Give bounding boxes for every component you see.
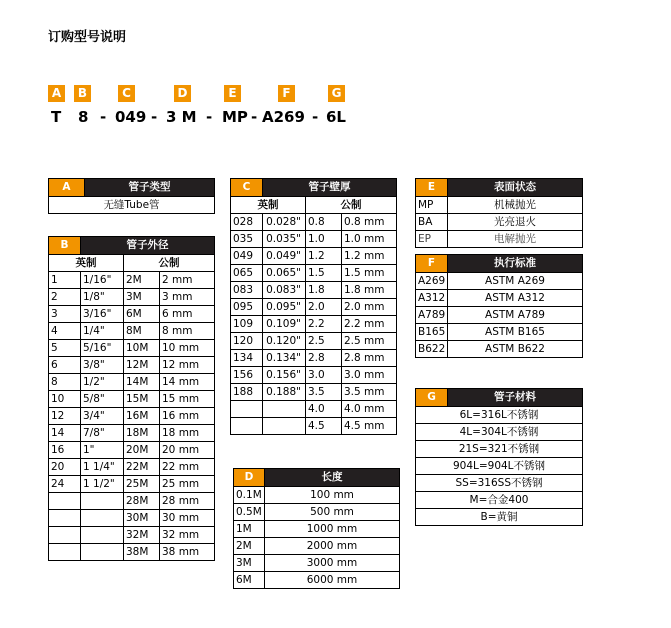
table-cell: 1.0 mm <box>342 231 397 248</box>
sub-header-metric: 公制 <box>306 197 397 214</box>
table-row <box>231 316 397 333</box>
table-cell: 22 mm <box>160 459 215 476</box>
table-header: 管子类型 <box>85 179 215 197</box>
badge-f: F <box>278 85 295 102</box>
table-cell: 6 <box>49 357 81 374</box>
table-cell <box>231 401 263 418</box>
table-row <box>49 374 215 391</box>
table-row <box>234 487 400 504</box>
table-cell: 16 mm <box>160 408 215 425</box>
table-cell: 4.0 mm <box>342 401 397 418</box>
table-row <box>231 214 397 231</box>
badge-e: E <box>224 85 241 102</box>
table-cell: 2.2 <box>306 316 342 333</box>
table-cell: B=黄铜 <box>416 509 583 526</box>
table-cell: 0.156" <box>263 367 306 384</box>
table-row <box>231 418 397 435</box>
table-cell <box>49 493 81 510</box>
table-cell: 4.5 <box>306 418 342 435</box>
table-row <box>416 197 583 214</box>
table-cell: 100 mm <box>265 487 400 504</box>
table-row <box>49 425 215 442</box>
table-tag: G <box>416 389 448 407</box>
code-seg: - <box>312 108 319 126</box>
table-cell: 22M <box>124 459 160 476</box>
table-row <box>416 290 583 307</box>
table-tag: B <box>49 237 81 255</box>
table-cell: 15M <box>124 391 160 408</box>
table-cell: 0.109" <box>263 316 306 333</box>
table-cell: SS=316SS不锈钢 <box>416 475 583 492</box>
table-cell: 18 mm <box>160 425 215 442</box>
table-row <box>231 282 397 299</box>
badge-c: C <box>118 85 135 102</box>
table-cell: ASTM A312 <box>448 290 583 307</box>
table-row <box>49 442 215 459</box>
table-row <box>234 538 400 555</box>
sub-header-metric: 公制 <box>124 255 215 272</box>
table-row <box>416 324 583 341</box>
table-row <box>49 289 215 306</box>
table-cell: 188 <box>231 384 263 401</box>
table-cell: 14 mm <box>160 374 215 391</box>
table-cell: 0.035" <box>263 231 306 248</box>
table-row <box>49 408 215 425</box>
table-wall-thickness <box>230 178 397 435</box>
table-row <box>416 341 583 358</box>
table-row <box>416 214 583 231</box>
table-cell: 25 mm <box>160 476 215 493</box>
table-cell: 3000 mm <box>265 555 400 572</box>
table-cell: 16M <box>124 408 160 425</box>
table-row <box>49 493 215 510</box>
table-standard <box>415 254 583 358</box>
table-row <box>416 509 583 526</box>
table-row <box>416 458 583 475</box>
table-cell: 38 mm <box>160 544 215 561</box>
table-cell: 28 mm <box>160 493 215 510</box>
table-cell: 2.5 <box>306 333 342 350</box>
table-row <box>49 459 215 476</box>
table-cell: 24 <box>49 476 81 493</box>
table-cell: 1 1/4" <box>81 459 124 476</box>
table-cell: 5 <box>49 340 81 357</box>
table-cell: 4L=304L不锈钢 <box>416 424 583 441</box>
code-seg: 3 M <box>166 108 197 126</box>
table-cell: 065 <box>231 265 263 282</box>
table-cell <box>263 401 306 418</box>
table-cell: 0.095" <box>263 299 306 316</box>
table-cell: 3/16" <box>81 306 124 323</box>
table-row <box>231 401 397 418</box>
table-tube-type <box>48 178 215 214</box>
table-cell: 3.5 mm <box>342 384 397 401</box>
table-cell <box>81 527 124 544</box>
table-cell: 6L=316L不锈钢 <box>416 407 583 424</box>
table-cell <box>231 418 263 435</box>
table-cell: 1 1/2" <box>81 476 124 493</box>
table-cell: A269 <box>416 273 448 290</box>
table-cell: 5/16" <box>81 340 124 357</box>
table-cell: 15 mm <box>160 391 215 408</box>
table-cell: 083 <box>231 282 263 299</box>
table-cell: 38M <box>124 544 160 561</box>
table-cell: 500 mm <box>265 504 400 521</box>
table-cell: 无缝Tube管 <box>49 197 215 214</box>
table-cell: 2.8 <box>306 350 342 367</box>
table-cell: 049 <box>231 248 263 265</box>
table-cell: 6000 mm <box>265 572 400 589</box>
table-cell: 109 <box>231 316 263 333</box>
table-tag: C <box>231 179 263 197</box>
table-row <box>231 248 397 265</box>
table-cell: 3 <box>49 306 81 323</box>
table-row <box>49 306 215 323</box>
table-cell: 3M <box>124 289 160 306</box>
table-cell: B165 <box>416 324 448 341</box>
table-cell: 3.5 <box>306 384 342 401</box>
table-cell: 21S=321不锈钢 <box>416 441 583 458</box>
table-cell: 2 mm <box>160 272 215 289</box>
table-cell: 3/4" <box>81 408 124 425</box>
table-row <box>231 367 397 384</box>
table-row <box>231 350 397 367</box>
table-row <box>416 492 583 509</box>
table-cell: 28M <box>124 493 160 510</box>
badge-g: G <box>328 85 345 102</box>
table-cell: MP <box>416 197 448 214</box>
table-cell: 32M <box>124 527 160 544</box>
table-cell: 0.1M <box>234 487 265 504</box>
badge-d: D <box>174 85 191 102</box>
table-cell: 0.8 <box>306 214 342 231</box>
table-row <box>49 391 215 408</box>
sub-header-imperial: 英制 <box>49 255 124 272</box>
table-cell: 1000 mm <box>265 521 400 538</box>
table-cell: ASTM A789 <box>448 307 583 324</box>
table-row <box>234 572 400 589</box>
table-cell: 4 <box>49 323 81 340</box>
table-cell: 0.049" <box>263 248 306 265</box>
table-cell: 8M <box>124 323 160 340</box>
table-cell: 20M <box>124 442 160 459</box>
table-cell: 10 mm <box>160 340 215 357</box>
sub-header-imperial: 英制 <box>231 197 306 214</box>
table-row <box>416 273 583 290</box>
code-seg: 049 <box>115 108 147 126</box>
table-cell: 095 <box>231 299 263 316</box>
table-length <box>233 468 400 589</box>
table-cell: 2.5 mm <box>342 333 397 350</box>
table-material <box>415 388 583 526</box>
table-cell: 12M <box>124 357 160 374</box>
table-row <box>49 272 215 289</box>
table-row <box>234 521 400 538</box>
table-row <box>416 231 583 248</box>
code-seg: 6L <box>326 108 346 126</box>
table-cell: B622 <box>416 341 448 358</box>
table-cell: EP <box>416 231 448 248</box>
page-title: 订购型号说明 <box>48 30 127 45</box>
table-cell: 1/2" <box>81 374 124 391</box>
table-cell: 3.0 mm <box>342 367 397 384</box>
table-cell: 10 <box>49 391 81 408</box>
table-cell: 12 mm <box>160 357 215 374</box>
table-cell: 3.0 <box>306 367 342 384</box>
table-tag: A <box>49 179 85 197</box>
table-cell: 1.2 mm <box>342 248 397 265</box>
code-seg: - <box>251 108 258 126</box>
table-row <box>416 407 583 424</box>
table-cell: A789 <box>416 307 448 324</box>
table-cell: 1.0 <box>306 231 342 248</box>
table-cell: 1.8 mm <box>342 282 397 299</box>
code-seg: - <box>100 108 107 126</box>
code-seg: A269 <box>262 108 305 126</box>
table-cell: 1 <box>49 272 81 289</box>
table-row <box>49 340 215 357</box>
table-cell: 0.028" <box>263 214 306 231</box>
table-row <box>49 510 215 527</box>
table-cell <box>49 527 81 544</box>
table-cell: 14M <box>124 374 160 391</box>
table-tag: D <box>234 469 265 487</box>
table-cell: 3/8" <box>81 357 124 374</box>
table-row <box>416 441 583 458</box>
table-cell: 电解抛光 <box>448 231 583 248</box>
table-cell: 1/4" <box>81 323 124 340</box>
table-cell: 1.8 <box>306 282 342 299</box>
table-cell: 1.5 mm <box>342 265 397 282</box>
table-row <box>231 333 397 350</box>
code-seg: T <box>51 108 62 126</box>
table-cell: 1/8" <box>81 289 124 306</box>
code-seg: 8 <box>78 108 89 126</box>
table-cell: 3M <box>234 555 265 572</box>
table-cell <box>81 510 124 527</box>
table-cell: 10M <box>124 340 160 357</box>
table-cell: 035 <box>231 231 263 248</box>
table-cell: 0.5M <box>234 504 265 521</box>
table-cell: 1/16" <box>81 272 124 289</box>
table-header: 表面状态 <box>448 179 583 197</box>
table-cell: 904L=904L不锈钢 <box>416 458 583 475</box>
table-row <box>234 555 400 572</box>
table-cell: 32 mm <box>160 527 215 544</box>
table-cell: 12 <box>49 408 81 425</box>
table-cell: 120 <box>231 333 263 350</box>
table-header: 执行标准 <box>448 255 583 273</box>
table-cell: 20 mm <box>160 442 215 459</box>
table-row <box>49 357 215 374</box>
code-seg: - <box>206 108 213 126</box>
table-cell: 机械抛光 <box>448 197 583 214</box>
table-outer-diameter <box>48 236 215 561</box>
table-row <box>49 323 215 340</box>
table-cell: 30 mm <box>160 510 215 527</box>
table-cell: 1" <box>81 442 124 459</box>
table-row <box>231 384 397 401</box>
table-cell: 20 <box>49 459 81 476</box>
table-cell: 0.083" <box>263 282 306 299</box>
table-cell: 2 <box>49 289 81 306</box>
table-cell: 028 <box>231 214 263 231</box>
table-cell: 7/8" <box>81 425 124 442</box>
table-cell: 8 mm <box>160 323 215 340</box>
table-cell: 18M <box>124 425 160 442</box>
table-header: 管子外径 <box>81 237 215 255</box>
table-row <box>49 544 215 561</box>
table-cell: 16 <box>49 442 81 459</box>
table-surface <box>415 178 583 248</box>
table-cell: ASTM B165 <box>448 324 583 341</box>
table-cell: 6M <box>234 572 265 589</box>
table-cell: 0.134" <box>263 350 306 367</box>
table-cell: 2M <box>124 272 160 289</box>
table-cell <box>49 510 81 527</box>
code-seg: - <box>151 108 158 126</box>
table-row <box>231 299 397 316</box>
table-cell: 0.8 mm <box>342 214 397 231</box>
table-cell: 2000 mm <box>265 538 400 555</box>
table-row <box>416 307 583 324</box>
table-row <box>231 231 397 248</box>
table-cell: 6M <box>124 306 160 323</box>
table-tag: F <box>416 255 448 273</box>
table-row <box>231 265 397 282</box>
table-cell <box>81 544 124 561</box>
table-cell: 4.0 <box>306 401 342 418</box>
table-cell: 2.0 mm <box>342 299 397 316</box>
table-cell: 2.8 mm <box>342 350 397 367</box>
table-cell: 2M <box>234 538 265 555</box>
table-cell: 134 <box>231 350 263 367</box>
table-cell: 14 <box>49 425 81 442</box>
table-cell: M=合金400 <box>416 492 583 509</box>
badge-b: B <box>74 85 91 102</box>
table-cell: ASTM A269 <box>448 273 583 290</box>
table-row <box>49 527 215 544</box>
table-cell: 光亮退火 <box>448 214 583 231</box>
table-cell: 4.5 mm <box>342 418 397 435</box>
table-header: 长度 <box>265 469 400 487</box>
table-cell: 0.120" <box>263 333 306 350</box>
table-cell <box>263 418 306 435</box>
table-cell: 1M <box>234 521 265 538</box>
table-cell: 3 mm <box>160 289 215 306</box>
table-row <box>416 475 583 492</box>
badge-a: A <box>48 85 65 102</box>
code-seg: MP <box>222 108 248 126</box>
table-cell: 156 <box>231 367 263 384</box>
table-cell: A312 <box>416 290 448 307</box>
table-cell: 1.5 <box>306 265 342 282</box>
table-cell: 8 <box>49 374 81 391</box>
table-header: 管子壁厚 <box>263 179 397 197</box>
table-row <box>416 424 583 441</box>
table-cell <box>49 544 81 561</box>
table-cell: 2.2 mm <box>342 316 397 333</box>
table-row <box>234 504 400 521</box>
table-cell: 0.065" <box>263 265 306 282</box>
table-cell: 5/8" <box>81 391 124 408</box>
table-row <box>49 476 215 493</box>
table-cell: 25M <box>124 476 160 493</box>
table-cell <box>81 493 124 510</box>
table-cell: 2.0 <box>306 299 342 316</box>
table-cell: 1.2 <box>306 248 342 265</box>
table-cell: ASTM B622 <box>448 341 583 358</box>
table-cell: 0.188" <box>263 384 306 401</box>
table-cell: 6 mm <box>160 306 215 323</box>
table-header: 管子材料 <box>448 389 583 407</box>
table-cell: BA <box>416 214 448 231</box>
table-tag: E <box>416 179 448 197</box>
table-cell: 30M <box>124 510 160 527</box>
